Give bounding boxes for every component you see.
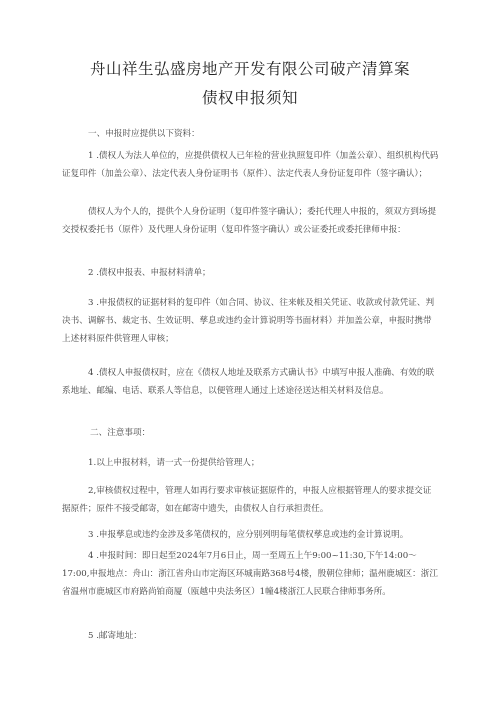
section1-item3: 3 .申报债权的证据材料的复印件（如合同、协议、往来帐及相关凭证、收款或付款凭证、判决书、调解书、裁定书、生效证明、孳息或违约金计算说明等书面材料）并加盖公章，申报时携带上述材料原件供管理人审核； <box>62 298 435 344</box>
section1-item2: 2 .债权申报表、申报材料清单； <box>88 268 211 278</box>
section1-item4: 4 .债权人申报债权时，应在《债权人地址及联系方式确认书》中填写申报人准确、有效的联系地址、邮编、电话、联系人等信息，以便管理人通过上述途径送达相关材料及信息。 <box>62 368 435 396</box>
section2-item3: 3 .申报孳息或违约金涉及多笔债权的，应分别列明每笔债权孳息或违约金计算说明。 <box>88 530 409 540</box>
section2-item1: 1.以上申报材料，请一式一份提供给管理人； <box>88 458 260 468</box>
document-title: 舟山祥生弘盛房地产开发有限公司破产清算案 <box>89 60 410 78</box>
section1-heading: 一、申报时应提供以下资料： <box>88 129 200 139</box>
section1-item1: 1 .债权人为法人单位的，应提供债权人已年检的营业执照复印件（加盖公章）、组织机构代码证复印件（加盖公章）、法定代表人身份证明书（原件）、法定代表人身份证复印件（签字确认）； <box>62 151 439 179</box>
section2-item2: 2,审核债权过程中，管理人如再行要求审核证据原件的，申报人应根据管理人的要求提交证据原件；原件不接受邮寄，如在邮寄中遗失，由债权人自行承担责任。 <box>62 486 432 514</box>
section1-item1-note: 债权人为个人的，提供个人身份证明（复印件签字确认）；委托代理人申报的，须双方到场提交授权委托书（原件）及代理人身份证明（复印件签字确认）或公证委托或委托律师申报： <box>62 207 437 235</box>
document-subtitle: 债权申报须知 <box>201 89 298 107</box>
section2-item5: 5 .邮寄地址： <box>88 631 142 641</box>
section2-item4: 4 .申报时间：即日起至2024年7月6日止，周一至周五上午9:00~11:30,下午14:00〜17:00,申报地点：舟山：浙江省舟山市定海区环城南路368号4楼，殷朝位律师；温州鹿城区：浙江省温州市鹿城区市府路尚铂商厦（瓯越中央法务区）1幢4楼浙江人民联合律师事务所。 <box>62 551 438 597</box>
section2-heading: 二、注意事项： <box>90 428 151 438</box>
